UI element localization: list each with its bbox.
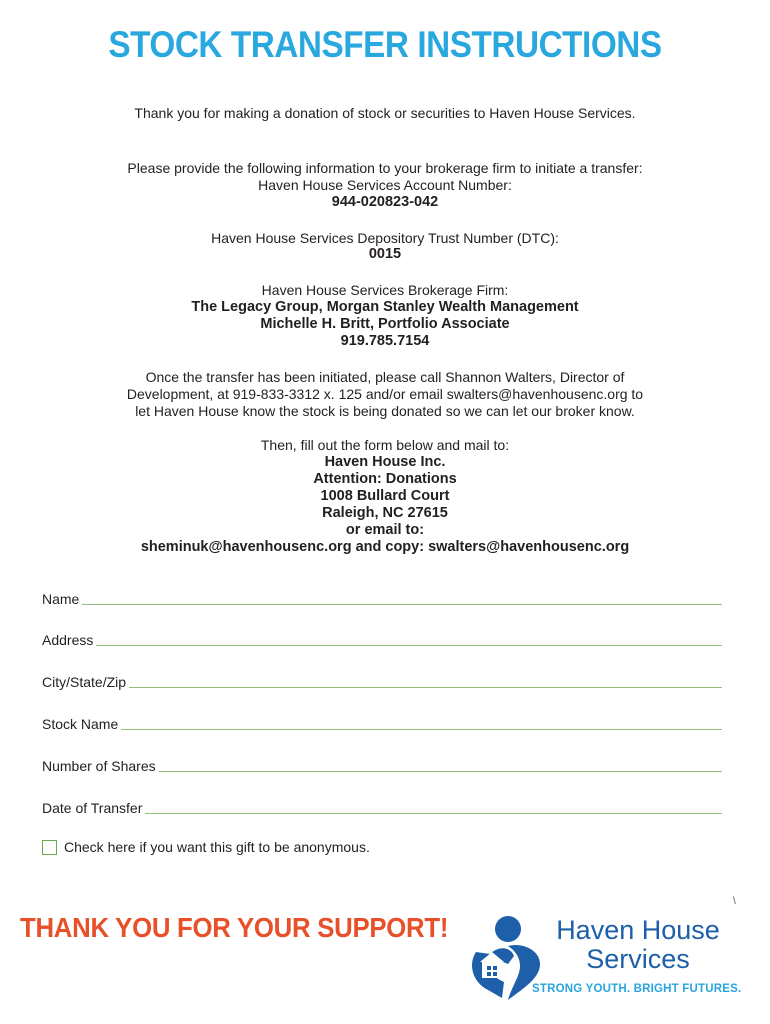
notice-line-1: Once the transfer has been initiated, please call Shannon Walters, Director of <box>145 369 625 385</box>
brokerage-firm-label: Haven House Services Brokerage Firm: <box>261 282 509 298</box>
address-input-line[interactable] <box>96 645 722 646</box>
brokerage-firm-name: The Legacy Group, Morgan Stanley Wealth Management <box>191 299 579 315</box>
anonymous-label: Check here if you want this gift to be anonymous. <box>64 839 370 855</box>
brokerage-contact: Michelle H. Britt, Portfolio Associate <box>260 316 510 332</box>
anonymous-option[interactable] <box>42 839 370 855</box>
name-field[interactable] <box>42 588 722 606</box>
mail-street: 1008 Bullard Court <box>320 488 450 504</box>
page-title: STOCK TRANSFER INSTRUCTIONS <box>108 24 662 65</box>
name-input-line[interactable] <box>82 604 722 605</box>
stock-name-input-line[interactable] <box>121 729 722 730</box>
number-of-shares-field[interactable] <box>42 755 722 773</box>
haven-house-logo <box>468 912 742 1004</box>
logo-name-line-1: Haven House <box>556 915 720 945</box>
mail-attention: Attention: Donations <box>313 471 457 487</box>
number-of-shares-input-line[interactable] <box>159 771 722 772</box>
city-state-zip-field[interactable] <box>42 671 722 689</box>
address-field[interactable] <box>42 629 722 647</box>
anonymous-checkbox[interactable] <box>42 840 57 855</box>
logo-name-line-2: Services <box>586 944 690 974</box>
mail-recipient: Haven House Inc. <box>324 454 446 470</box>
dtc-label: Haven House Services Depository Trust Number (DTC): <box>211 230 559 246</box>
city-state-zip-input-line[interactable] <box>129 687 722 688</box>
city-state-zip-label: City/State/Zip <box>42 674 127 690</box>
intro-text: Thank you for making a donation of stock or securities to Haven House Services. <box>134 105 636 121</box>
instructions-text: Please provide the following information to your brokerage firm to initiate a transfer: <box>127 160 643 176</box>
number-of-shares-label: Number of Shares <box>42 758 156 774</box>
notice-line-2: Development, at 919-833-3312 x. 125 and/or email swalters@havenhousenc.org to <box>126 386 644 402</box>
name-label: Name <box>42 591 80 607</box>
stray-mark: \ <box>733 896 736 907</box>
address-label: Address <box>42 632 94 648</box>
date-of-transfer-field[interactable] <box>42 797 722 815</box>
account-number-label: Haven House Services Account Number: <box>258 177 512 193</box>
mail-intro: Then, fill out the form below and mail to: <box>260 437 510 453</box>
mail-city: Raleigh, NC 27615 <box>322 505 448 521</box>
logo-name <box>548 916 728 974</box>
mail-emails: sheminuk@havenhousenc.org and copy: swalters@havenhousenc.org <box>140 539 630 555</box>
notice-line-3: let Haven House know the stock is being donated so we can let our broker know. <box>135 403 635 419</box>
date-of-transfer-input-line[interactable] <box>145 813 722 814</box>
logo-tagline: STRONG YOUTH. BRIGHT FUTURES. <box>532 983 742 995</box>
thank-you-banner: THANK YOU FOR YOUR SUPPORT! <box>20 912 449 943</box>
account-number: 944-020823-042 <box>331 194 439 210</box>
stock-name-label: Stock Name <box>42 716 119 732</box>
date-of-transfer-label: Date of Transfer <box>42 800 143 816</box>
dtc-number: 0015 <box>368 246 402 262</box>
brokerage-phone: 919.785.7154 <box>340 333 430 349</box>
mail-or-email: or email to: <box>345 522 425 538</box>
stock-name-field[interactable] <box>42 713 722 731</box>
